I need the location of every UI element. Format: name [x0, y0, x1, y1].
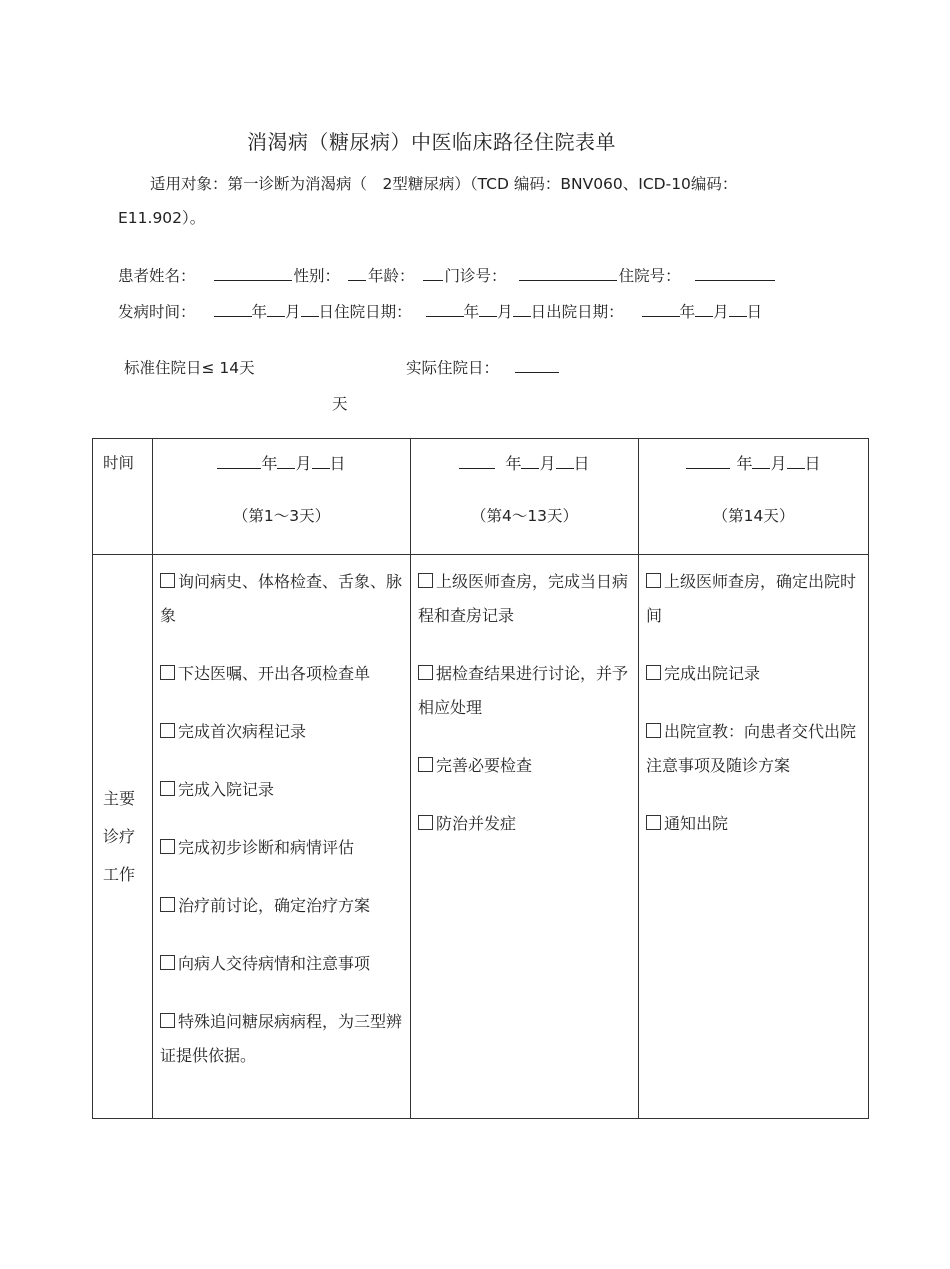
checklist-item — [160, 947, 402, 981]
row-label-line: 工作 — [103, 864, 136, 884]
checklist-item-label: 完成出院记录 — [664, 664, 761, 683]
discharge-year-field[interactable] — [642, 302, 680, 317]
year-text: 年 — [736, 454, 753, 473]
checkbox[interactable] — [160, 781, 175, 796]
column-1-date — [153, 451, 410, 474]
checkbox[interactable] — [160, 955, 175, 970]
checkbox[interactable] — [160, 839, 175, 854]
checklist-item-label: 据检查结果进行讨论，并予 相应处理 — [418, 664, 629, 717]
day-text: 日 — [329, 454, 346, 473]
year-text: 年 — [261, 454, 278, 473]
checklist-item-label: 完成初步诊断和病情评估 — [178, 838, 355, 857]
col3-year-field[interactable] — [686, 454, 730, 469]
clinic-no-label: 门诊号： — [444, 267, 507, 285]
checklist-item-label: 特殊追问糖尿病病程，为三型辨证提供依据。 — [160, 1012, 403, 1065]
checkbox[interactable] — [160, 723, 175, 738]
checklist-item — [160, 773, 402, 807]
col2-year-field[interactable] — [459, 454, 495, 469]
col2-day-field[interactable] — [556, 454, 574, 469]
column-header-1 — [153, 439, 411, 555]
admit-label: 住院日期： — [334, 303, 412, 321]
checklist-item — [160, 657, 402, 691]
day-text: 日 — [318, 303, 335, 321]
admit-month-field[interactable] — [479, 302, 497, 317]
patient-info-row — [118, 264, 775, 286]
actual-stay-label: 实际住院日： — [406, 359, 500, 377]
checkbox[interactable] — [160, 1013, 175, 1028]
checkbox[interactable] — [160, 665, 175, 680]
col3-day-field[interactable] — [787, 454, 805, 469]
column-1-cell — [153, 555, 411, 1119]
onset-label: 发病时间： — [118, 303, 196, 321]
main-work-row — [93, 555, 869, 1119]
inpatient-no-label: 住院号： — [618, 267, 681, 285]
day-text: 日 — [804, 454, 821, 473]
checklist-item — [160, 889, 402, 923]
col2-month-field[interactable] — [521, 454, 539, 469]
checkbox[interactable] — [418, 573, 433, 588]
column-3-items — [639, 555, 868, 841]
checkbox[interactable] — [646, 665, 661, 680]
checklist-item-label: 完善必要检查 — [436, 756, 533, 775]
column-3-date — [639, 451, 868, 474]
pathway-table — [92, 438, 869, 1119]
column-2-cell — [411, 555, 639, 1119]
checklist-item — [418, 749, 630, 783]
checklist-item-label: 上级医师查房，确定出院时间 — [646, 572, 857, 625]
col1-day-field[interactable] — [312, 454, 330, 469]
column-1-items — [153, 555, 410, 1073]
checklist-item — [646, 807, 860, 841]
column-2-range: （第4～13天） — [470, 507, 579, 525]
onset-day-field[interactable] — [301, 302, 319, 317]
checklist-item — [646, 715, 860, 783]
column-1-range: （第1～3天） — [232, 507, 331, 525]
checkbox[interactable] — [160, 897, 175, 912]
col1-month-field[interactable] — [277, 454, 295, 469]
month-text: 月 — [770, 454, 787, 473]
onset-year-field[interactable] — [214, 302, 252, 317]
applicable-line-2: E11.902）。 — [118, 209, 206, 227]
day-text: 日 — [746, 303, 763, 321]
row-label-line: 诊疗 — [103, 826, 136, 846]
checklist-item — [646, 565, 860, 633]
year-text: 年 — [251, 303, 268, 321]
col3-month-field[interactable] — [752, 454, 770, 469]
column-header-2 — [411, 439, 639, 555]
checkbox[interactable] — [646, 815, 661, 830]
discharge-day-field[interactable] — [729, 302, 747, 317]
checklist-item-label: 下达医嘱、开出各项检查单 — [178, 664, 371, 683]
dates-row — [118, 300, 762, 322]
row-label-line: 主要 — [103, 788, 136, 808]
age-label: 年龄： — [368, 267, 415, 285]
checklist-item-label: 治疗前讨论，确定治疗方案 — [178, 896, 371, 915]
year-text: 年 — [505, 454, 522, 473]
column-header-3 — [639, 439, 869, 555]
checklist-item — [160, 831, 402, 865]
standard-stay: 标准住院日≤ 14天 — [124, 359, 255, 377]
column-3-range: （第14天） — [712, 507, 795, 525]
clinic-no-field[interactable] — [519, 266, 617, 281]
onset-month-field[interactable] — [267, 302, 285, 317]
applicable-line-1: 适用对象：第一诊断为消渴病（ 2型糖尿病）（TCD 编码：BNV060、ICD-10编码： — [150, 175, 738, 193]
checkbox[interactable] — [646, 723, 661, 738]
age-field[interactable] — [423, 266, 443, 281]
form-title: 消渴病（糖尿病）中医临床路径住院表单 — [247, 130, 616, 154]
checklist-item — [418, 565, 630, 633]
actual-stay — [406, 356, 559, 378]
checklist-item-label: 完成入院记录 — [178, 780, 275, 799]
checklist-item-label: 防治并发症 — [436, 814, 517, 833]
month-text: 月 — [539, 454, 556, 473]
month-text: 月 — [295, 454, 312, 473]
checklist-item-label: 出院宣教：向患者交代出院 注意事项及随诊方案 — [646, 722, 857, 775]
inpatient-no-field[interactable] — [695, 266, 775, 281]
checkbox[interactable] — [160, 573, 175, 588]
day-text: 日 — [573, 454, 590, 473]
discharge-label: 出院日期： — [546, 303, 624, 321]
checklist-item — [418, 807, 630, 841]
checkbox[interactable] — [418, 757, 433, 772]
checklist-item — [160, 1005, 402, 1073]
checklist-item — [418, 657, 630, 725]
discharge-month-field[interactable] — [695, 302, 713, 317]
day-text: 日 — [530, 303, 547, 321]
year-text: 年 — [679, 303, 696, 321]
checklist-item — [160, 715, 402, 749]
checkbox[interactable] — [646, 573, 661, 588]
month-text: 月 — [285, 303, 301, 321]
gender-field[interactable] — [348, 266, 366, 281]
gender-label: 性别： — [293, 267, 341, 285]
name-field[interactable] — [214, 266, 292, 281]
actual-stay-unit: 天 — [332, 395, 348, 413]
admit-year-field[interactable] — [426, 302, 464, 317]
checklist-item-label: 上级医师查房，完成当日病程和查房记录 — [418, 572, 629, 625]
checkbox[interactable] — [418, 665, 433, 680]
checklist-item-label: 向病人交待病情和注意事项 — [178, 954, 371, 973]
time-label: 时间 — [103, 454, 135, 472]
column-2-date — [411, 451, 638, 474]
checkbox[interactable] — [418, 815, 433, 830]
column-3-cell — [639, 555, 869, 1119]
checklist-item — [646, 657, 860, 691]
checklist-item — [160, 565, 402, 633]
actual-stay-field[interactable] — [515, 358, 559, 373]
row-label-cell — [93, 555, 153, 1119]
time-header-cell — [93, 439, 153, 555]
checklist-item-label: 询问病史、体格检查、舌象、脉象 — [160, 572, 403, 625]
col1-year-field[interactable] — [217, 454, 261, 469]
column-2-items — [411, 555, 638, 841]
month-text: 月 — [497, 303, 513, 321]
year-text: 年 — [463, 303, 480, 321]
name-label: 患者姓名： — [118, 267, 196, 285]
checklist-item-label: 完成首次病程记录 — [178, 722, 307, 741]
checklist-item-label: 通知出院 — [664, 814, 729, 833]
month-text: 月 — [713, 303, 729, 321]
admit-day-field[interactable] — [513, 302, 531, 317]
header-row — [93, 439, 869, 555]
